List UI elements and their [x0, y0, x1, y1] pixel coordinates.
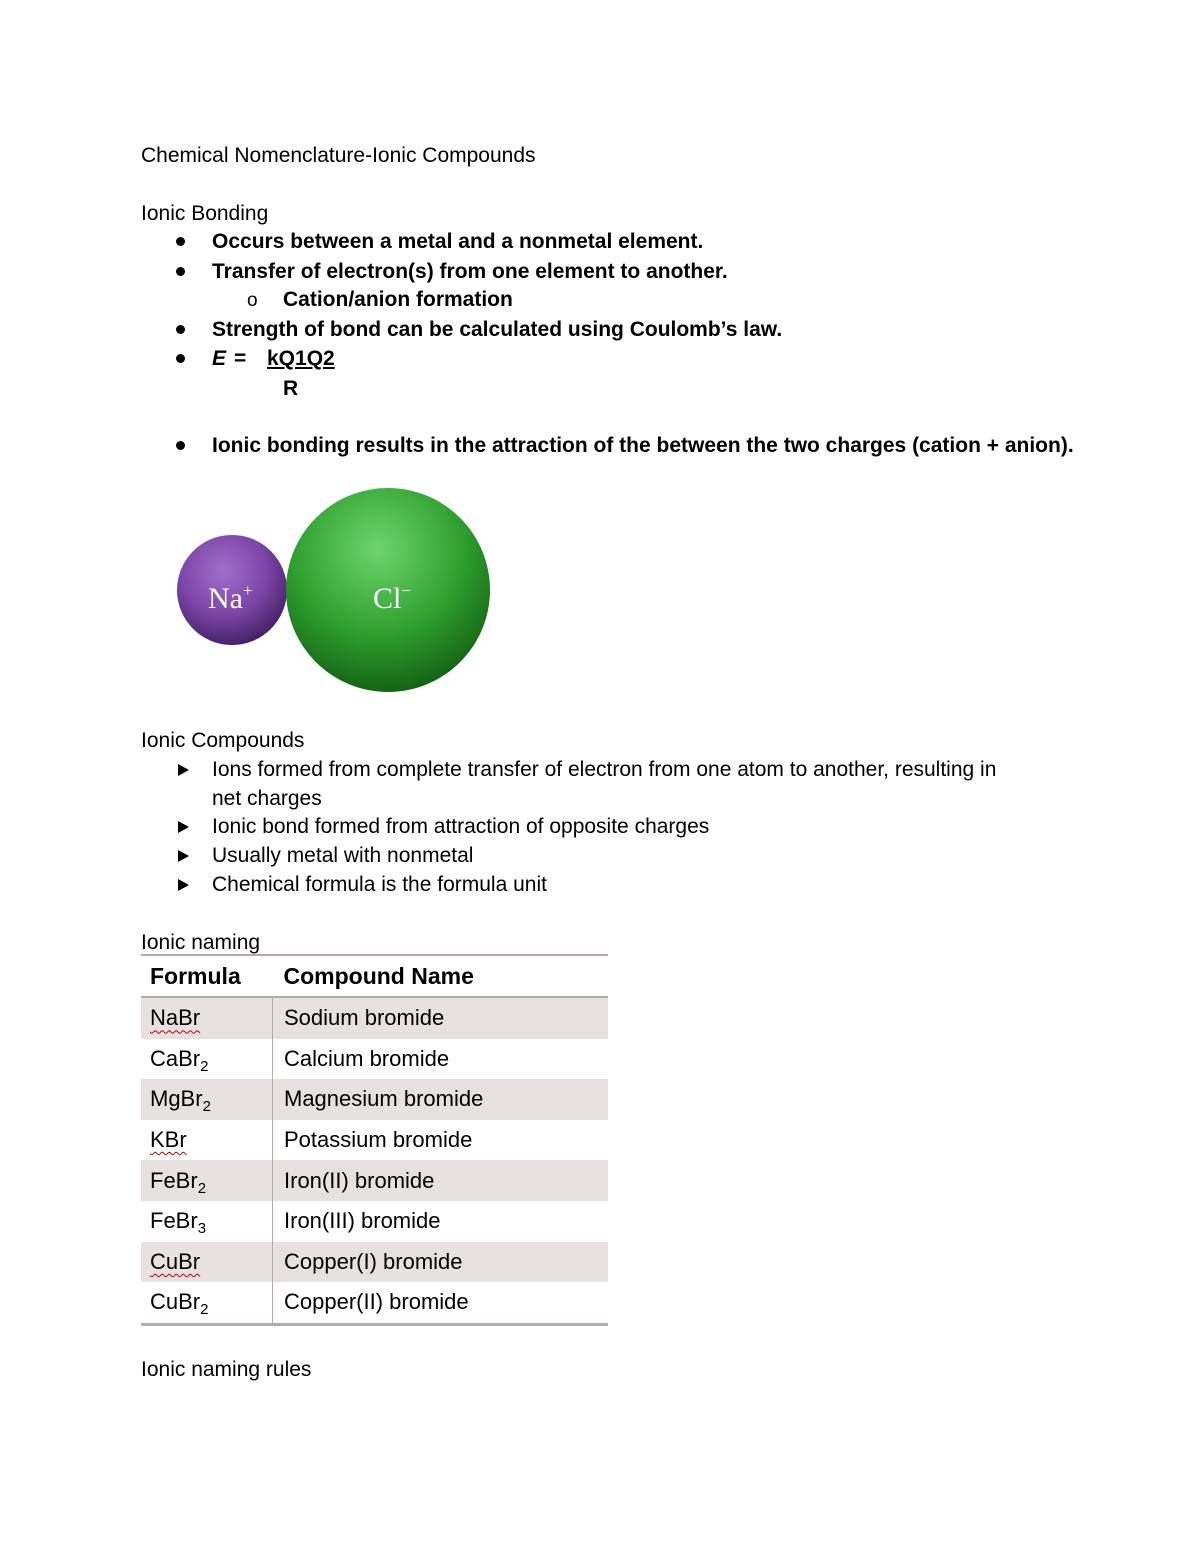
compound-name-cell: Iron(II) bromide	[273, 1160, 609, 1201]
equation-lhs: E	[212, 347, 227, 370]
bullet-icon	[176, 267, 185, 276]
arrow-bullet-icon	[178, 764, 189, 776]
table-header-row	[141, 955, 608, 997]
section-heading-ionic-naming: Ionic naming	[141, 931, 261, 954]
formula-cell	[141, 1242, 273, 1283]
formula-subscript: 2	[202, 1098, 211, 1116]
compound-name-cell: Magnesium bromide	[273, 1079, 609, 1120]
formula-base: NaBr	[150, 1005, 201, 1031]
formula-subscript: 2	[197, 1179, 207, 1197]
list-item: Ions formed from complete transfer of electron from one atom to another, resulting in	[212, 758, 997, 781]
bullet-icon	[176, 354, 185, 363]
list-item: Occurs between a metal and a nonmetal element.	[212, 230, 704, 253]
formula-cell	[141, 1201, 273, 1242]
formula-base: FeBr	[150, 1208, 198, 1234]
formula-cell	[141, 997, 273, 1039]
formula-cell	[141, 1079, 273, 1120]
naming-table	[141, 954, 608, 1326]
sub-list-item: Cation/anion formation	[283, 288, 513, 311]
chloride-ion-label	[373, 575, 411, 615]
table-row	[141, 1282, 608, 1324]
formula-base: KBr	[150, 1127, 187, 1153]
table-row	[141, 1120, 608, 1161]
formula-cell	[141, 1120, 273, 1161]
formula-base: MgBr	[150, 1086, 203, 1112]
formula-base: CuBr	[150, 1248, 201, 1274]
compound-name-cell: Sodium bromide	[273, 997, 609, 1039]
list-item: Usually metal with nonmetal	[212, 844, 474, 867]
formula-cell	[141, 1039, 273, 1080]
compound-name-cell: Calcium bromide	[284, 1045, 450, 1071]
arrow-bullet-icon	[178, 879, 189, 891]
equation-denominator: R	[283, 377, 299, 400]
table-row	[141, 1039, 608, 1080]
compound-name-cell: Iron(III) bromide	[284, 1208, 441, 1234]
section-heading-ionic-bonding: Ionic Bonding	[141, 202, 269, 225]
bullet-icon	[176, 325, 185, 334]
formula-cell	[141, 1282, 273, 1324]
list-item: Strength of bond can be calculated using Coulomb’s law.	[212, 318, 783, 341]
column-header-compound-name: Compound Name	[273, 955, 609, 997]
chloride-charge: −	[401, 581, 411, 600]
bullet-icon	[176, 441, 185, 450]
equation-equals: =	[234, 347, 247, 370]
ion-illustration	[170, 485, 500, 700]
list-item: Transfer of electron(s) from one element to another.	[212, 260, 728, 283]
compound-name-cell: Copper(II) bromide	[284, 1289, 469, 1315]
arrow-bullet-icon	[178, 850, 189, 862]
formula-cell	[141, 1160, 273, 1201]
sodium-ion-label	[208, 575, 253, 615]
compound-name-cell: Copper(I) bromide	[273, 1242, 609, 1283]
table-row	[141, 1201, 608, 1242]
section-heading-ionic-compounds: Ionic Compounds	[141, 729, 305, 752]
table-row	[141, 1160, 608, 1201]
table-row	[141, 997, 608, 1039]
list-item: Ionic bonding results in the attraction of the between the two charges (cation + anion).	[212, 434, 1074, 457]
bullet-icon	[176, 237, 185, 246]
equation-numerator: kQ1Q2	[267, 347, 335, 370]
formula-subscript: 2	[200, 1301, 209, 1319]
sodium-charge: +	[242, 581, 253, 600]
formula-base: CuBr	[150, 1289, 201, 1315]
hollow-bullet-icon: o	[247, 290, 258, 311]
list-item-continuation: net charges	[212, 787, 322, 810]
formula-base: FeBr	[150, 1167, 198, 1193]
table-row	[141, 1079, 608, 1120]
list-item: Ionic bond formed from attraction of opposite charges	[212, 815, 710, 838]
table-row	[141, 1242, 608, 1283]
chloride-symbol: Cl	[373, 582, 402, 615]
formula-subscript: 2	[200, 1057, 209, 1075]
formula-base: CaBr	[150, 1045, 201, 1071]
section-heading-ionic-naming-rules: Ionic naming rules	[141, 1358, 312, 1381]
list-item: Chemical formula is the formula unit	[212, 873, 547, 896]
compound-name-cell: Potassium bromide	[284, 1127, 473, 1153]
formula-subscript: 3	[197, 1220, 207, 1238]
arrow-bullet-icon	[178, 821, 189, 833]
sodium-symbol: Na	[208, 582, 243, 615]
column-header-formula: Formula	[141, 955, 273, 997]
page-title: Chemical Nomenclature-Ionic Compounds	[141, 144, 536, 167]
